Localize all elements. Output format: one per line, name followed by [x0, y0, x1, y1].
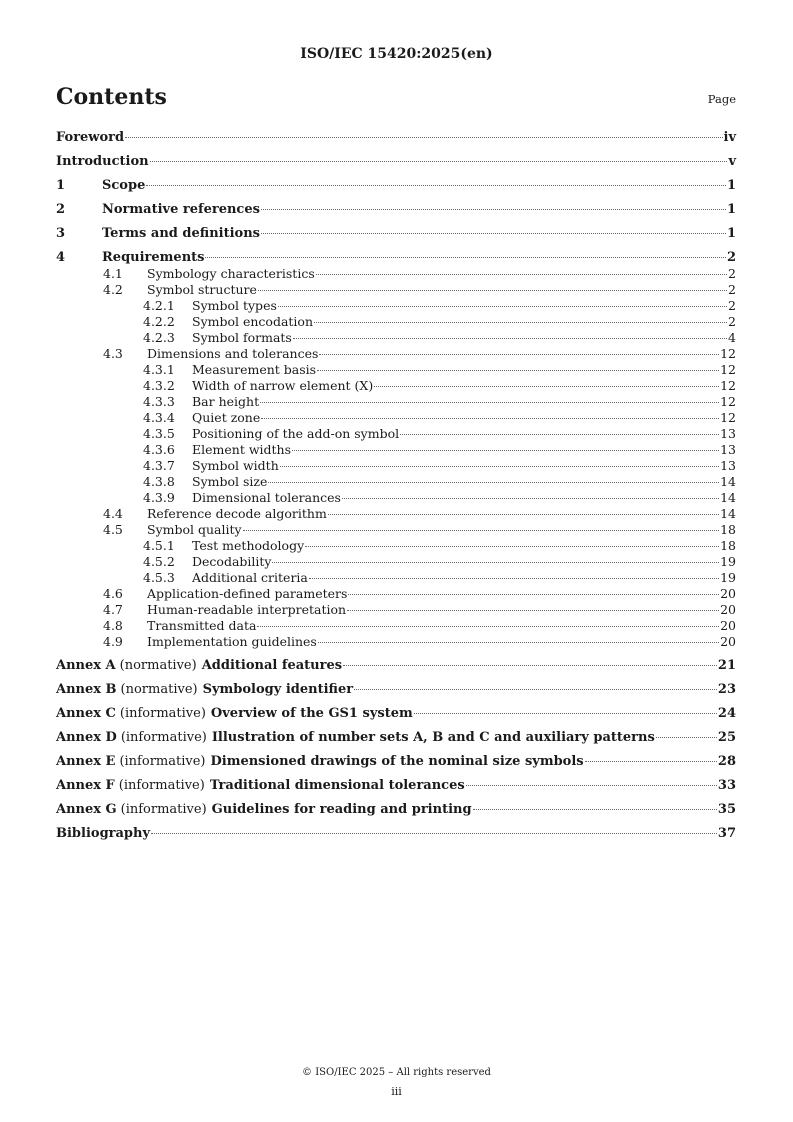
toc-entry-title: Symbol structure [147, 282, 257, 297]
toc-entry-number: 4.4 [103, 506, 123, 521]
toc-entry-4-2-3[interactable] [56, 330, 736, 346]
dot-leader [261, 233, 726, 234]
toc-page-number: 12 [720, 362, 736, 377]
toc-page-number: 35 [717, 802, 736, 817]
toc-entry-annex-b[interactable] [56, 682, 736, 698]
toc-entry-title: Normative references [102, 202, 260, 217]
dot-leader [292, 450, 719, 451]
toc-entry-title: Symbol types [192, 298, 277, 313]
toc-entry-4-5-3[interactable] [56, 570, 736, 586]
dot-leader [585, 761, 717, 762]
toc-page-number: 1 [726, 226, 736, 241]
toc-entry-title: Bibliography [56, 826, 151, 841]
page-number-footer: iii [391, 1085, 402, 1098]
toc-page-number: 20 [720, 602, 736, 617]
toc-entry-4-3-9[interactable] [56, 490, 736, 506]
toc-page-number: 19 [720, 570, 736, 585]
toc-entry-number: 3 [56, 226, 66, 241]
dot-leader [348, 594, 719, 595]
toc-page-number: 20 [720, 618, 736, 633]
toc-entry-title: Scope [102, 178, 146, 193]
toc-entry-4-5[interactable] [56, 522, 736, 538]
toc-entry-annex-c[interactable] [56, 706, 736, 722]
toc-entry-number: 4.3.8 [143, 474, 175, 489]
toc-entry-title: Symbol size [192, 474, 268, 489]
dot-leader [150, 161, 728, 162]
annex-label: Annex A [56, 658, 116, 673]
toc-page-number: 18 [720, 538, 736, 553]
toc-entry-number: 4.2.1 [143, 298, 175, 313]
toc-entry-number: 4.5 [103, 522, 123, 537]
toc-page-number: 21 [717, 658, 736, 673]
toc-page-number: v [728, 154, 736, 169]
annex-label: Annex B [56, 682, 117, 697]
annex-title: Traditional dimensional tolerances [209, 778, 465, 793]
toc-entry-number: 4.3.7 [143, 458, 175, 473]
toc-page-number: 19 [720, 554, 736, 569]
toc-entry-clause-2[interactable] [56, 202, 736, 218]
toc-entry-4-5-1[interactable] [56, 538, 736, 554]
toc-entry-4-6[interactable] [56, 586, 736, 602]
toc-entry-title: Quiet zone [192, 410, 261, 425]
toc-entry-title: Test methodology [192, 538, 305, 553]
toc-entry-number: 4.3.4 [143, 410, 175, 425]
toc-entry-number: 4.3.1 [143, 362, 175, 377]
toc-entry-foreword[interactable] [56, 130, 736, 146]
toc-entry-number: 4 [56, 250, 66, 265]
annex-label: Annex C [56, 706, 116, 721]
toc-entry-title: Additional criteria [192, 570, 308, 585]
toc-entry-title: Requirements [102, 250, 205, 265]
copyright-footer: © ISO/IEC 2025 – All rights reserved [302, 1067, 491, 1078]
annex-label: Annex E [56, 754, 116, 769]
annex-kind: (informative) [119, 754, 206, 769]
toc-entry-4-8[interactable] [56, 618, 736, 634]
toc-page-number: 12 [720, 346, 736, 361]
dot-leader [261, 209, 726, 210]
toc-page-number: 1 [726, 178, 736, 193]
dot-leader [314, 322, 727, 323]
toc-page-number: 2 [728, 314, 736, 329]
dot-leader [305, 546, 719, 547]
dot-leader [146, 185, 726, 186]
annex-title: Overview of the GS1 system [210, 706, 413, 721]
annex-title: Dimensioned drawings of the nominal size symbols [210, 754, 584, 769]
toc-page-number: 12 [720, 394, 736, 409]
toc-entry-4-3-5[interactable] [56, 426, 736, 442]
annex-label: Annex F [56, 778, 115, 793]
toc-entry-4-7[interactable] [56, 602, 736, 618]
toc-entry-title: Symbol width [192, 458, 279, 473]
toc-entry-number: 4.3.9 [143, 490, 175, 505]
toc-entry-4-5-2[interactable] [56, 554, 736, 570]
toc-entry-title: Bar height [192, 394, 260, 409]
toc-entry-4-2-2[interactable] [56, 314, 736, 330]
dot-leader [316, 274, 727, 275]
toc-entry-clause-1[interactable] [56, 178, 736, 194]
annex-kind: (normative) [120, 682, 198, 697]
dot-leader [400, 434, 719, 435]
toc-entry-4-3-3[interactable] [56, 394, 736, 410]
toc-entry-annex-d[interactable] [56, 730, 736, 746]
toc-page-number: 2 [728, 266, 736, 281]
toc-entry-4-3-6[interactable] [56, 442, 736, 458]
toc-entry-title: Foreword [56, 130, 125, 145]
toc-page-number: 18 [720, 522, 736, 537]
toc-entry-title: Transmitted data [147, 618, 257, 633]
toc-page-number: 20 [720, 634, 736, 649]
toc-entry-title: Positioning of the add-on symbol [192, 426, 400, 441]
toc-entry-title: Dimensions and tolerances [147, 346, 319, 361]
toc-entry-title: Application-defined parameters [147, 586, 348, 601]
toc-entry-title: Symbology characteristics [147, 266, 315, 281]
dot-leader [309, 578, 719, 579]
dot-leader [414, 713, 717, 714]
toc-page-number: 2 [726, 250, 736, 265]
toc-page-number: 23 [717, 682, 736, 697]
toc-entry-annex-f[interactable] [56, 778, 736, 794]
dot-leader [473, 809, 717, 810]
toc-page-number: 13 [720, 426, 736, 441]
annex-title: Additional features [201, 658, 343, 673]
annex-kind: (normative) [119, 658, 197, 673]
toc-entry-title: Element widths [192, 442, 292, 457]
toc-entry-title: Terms and definitions [102, 226, 260, 241]
toc-entry-number: 4.5.2 [143, 554, 175, 569]
toc-entry-annex-a[interactable] [56, 658, 736, 674]
dot-leader [258, 290, 727, 291]
dot-leader [318, 642, 719, 643]
dot-leader [151, 833, 717, 834]
toc-entry-number: 4.6 [103, 586, 123, 601]
page-column-label: Page [707, 92, 736, 106]
annex-label: Annex G [56, 802, 117, 817]
dot-leader [293, 338, 727, 339]
toc-entry-title: Implementation guidelines [147, 634, 317, 649]
annex-title: Guidelines for reading and printing [211, 802, 472, 817]
toc-entry-clause-4[interactable] [56, 250, 736, 266]
toc-entry-introduction[interactable] [56, 154, 736, 170]
dot-leader [261, 418, 719, 419]
toc-entry-clause-3[interactable] [56, 226, 736, 242]
toc-page-number: 12 [720, 410, 736, 425]
toc-entry-bibliography[interactable] [56, 826, 736, 842]
toc-entry-4-2[interactable] [56, 282, 736, 298]
toc-entry-number: 4.2.2 [143, 314, 175, 329]
toc-page-number: 1 [726, 202, 736, 217]
toc-page-number: 28 [717, 754, 736, 769]
dot-leader [317, 370, 719, 371]
toc-entry-title: Symbol quality [147, 522, 242, 537]
dot-leader [328, 514, 719, 515]
toc-entry-number: 4.3.2 [143, 378, 175, 393]
annex-title: Illustration of number sets A, B and C and auxiliary patterns [211, 730, 655, 745]
dot-leader [343, 665, 717, 666]
toc-page-number: 14 [720, 490, 736, 505]
toc-entry-4-3-2[interactable] [56, 378, 736, 394]
dot-leader [319, 354, 719, 355]
annex-kind: (informative) [119, 706, 206, 721]
table-of-contents [56, 128, 736, 842]
toc-page-number: 2 [728, 298, 736, 313]
toc-entry-number: 4.1 [103, 266, 123, 281]
toc-page-number: 24 [717, 706, 736, 721]
dot-leader [268, 482, 719, 483]
toc-entry-number: 2 [56, 202, 66, 217]
page-title: Contents [56, 84, 167, 110]
toc-entry-title: Introduction [56, 154, 149, 169]
dot-leader [278, 306, 727, 307]
toc-entry-4-9[interactable] [56, 634, 736, 650]
toc-entry-annex-e[interactable] [56, 754, 736, 770]
toc-page-number: 14 [720, 474, 736, 489]
toc-entry-annex-g[interactable] [56, 802, 736, 818]
dot-leader [342, 498, 719, 499]
toc-entry-number: 4.2 [103, 282, 123, 297]
dot-leader [466, 785, 717, 786]
toc-entry-4-3-1[interactable] [56, 362, 736, 378]
toc-entry-4-4[interactable] [56, 506, 736, 522]
toc-page-number: 14 [720, 506, 736, 521]
dot-leader [374, 386, 719, 387]
annex-list [56, 658, 736, 818]
dot-leader [347, 610, 719, 611]
toc-entry-4-3-8[interactable] [56, 474, 736, 490]
toc-entry-number: 4.5.1 [143, 538, 175, 553]
dot-leader [354, 689, 717, 690]
annex-label: Annex D [56, 730, 117, 745]
toc-page-number: 2 [728, 282, 736, 297]
toc-entry-title: Measurement basis [192, 362, 317, 377]
toc-entry-4-2-1[interactable] [56, 298, 736, 314]
dot-leader [125, 137, 722, 138]
toc-entry-4-3-4[interactable] [56, 410, 736, 426]
toc-entry-4-3-7[interactable] [56, 458, 736, 474]
toc-page-number: iv [723, 130, 736, 145]
toc-page-number: 13 [720, 442, 736, 457]
toc-entry-title: Human-readable interpretation [147, 602, 347, 617]
toc-page-number: 4 [728, 330, 736, 345]
toc-entry-number: 4.3 [103, 346, 123, 361]
requirements-subentries [56, 266, 736, 650]
toc-entry-title: Symbol encodation [192, 314, 314, 329]
toc-entry-number: 4.9 [103, 634, 123, 649]
toc-entry-number: 1 [56, 178, 66, 193]
dot-leader [280, 466, 719, 467]
toc-entry-number: 4.5.3 [143, 570, 175, 585]
toc-page-number: 12 [720, 378, 736, 393]
dot-leader [205, 257, 725, 258]
toc-entry-number: 4.7 [103, 602, 123, 617]
toc-page-number: 20 [720, 586, 736, 601]
toc-entry-title: Dimensional tolerances [192, 490, 341, 505]
toc-entry-title: Reference decode algorithm [147, 506, 327, 521]
annex-kind: (informative) [120, 802, 207, 817]
toc-entry-number: 4.3.5 [143, 426, 175, 441]
toc-entry-4-1[interactable] [56, 266, 736, 282]
toc-entry-number: 4.3.3 [143, 394, 175, 409]
toc-page-number: 37 [717, 826, 736, 841]
toc-entry-title: Decodability [192, 554, 272, 569]
toc-page-number: 25 [717, 730, 736, 745]
dot-leader [257, 626, 719, 627]
toc-entry-title: Symbol formats [192, 330, 292, 345]
dot-leader [272, 562, 719, 563]
toc-entry-number: 4.2.3 [143, 330, 175, 345]
toc-entry-number: 4.8 [103, 618, 123, 633]
toc-page-number: 13 [720, 458, 736, 473]
annex-title: Symbology identifier [202, 682, 354, 697]
toc-entry-title: Width of narrow element (X) [192, 378, 374, 393]
toc-page-number: 33 [717, 778, 736, 793]
document-header: ISO/IEC 15420:2025(en) [300, 46, 493, 62]
toc-entry-4-3[interactable] [56, 346, 736, 362]
toc-entry-number: 4.3.6 [143, 442, 175, 457]
annex-kind: (informative) [118, 778, 205, 793]
dot-leader [260, 402, 719, 403]
annex-kind: (informative) [120, 730, 207, 745]
dot-leader [656, 737, 717, 738]
dot-leader [243, 530, 720, 531]
